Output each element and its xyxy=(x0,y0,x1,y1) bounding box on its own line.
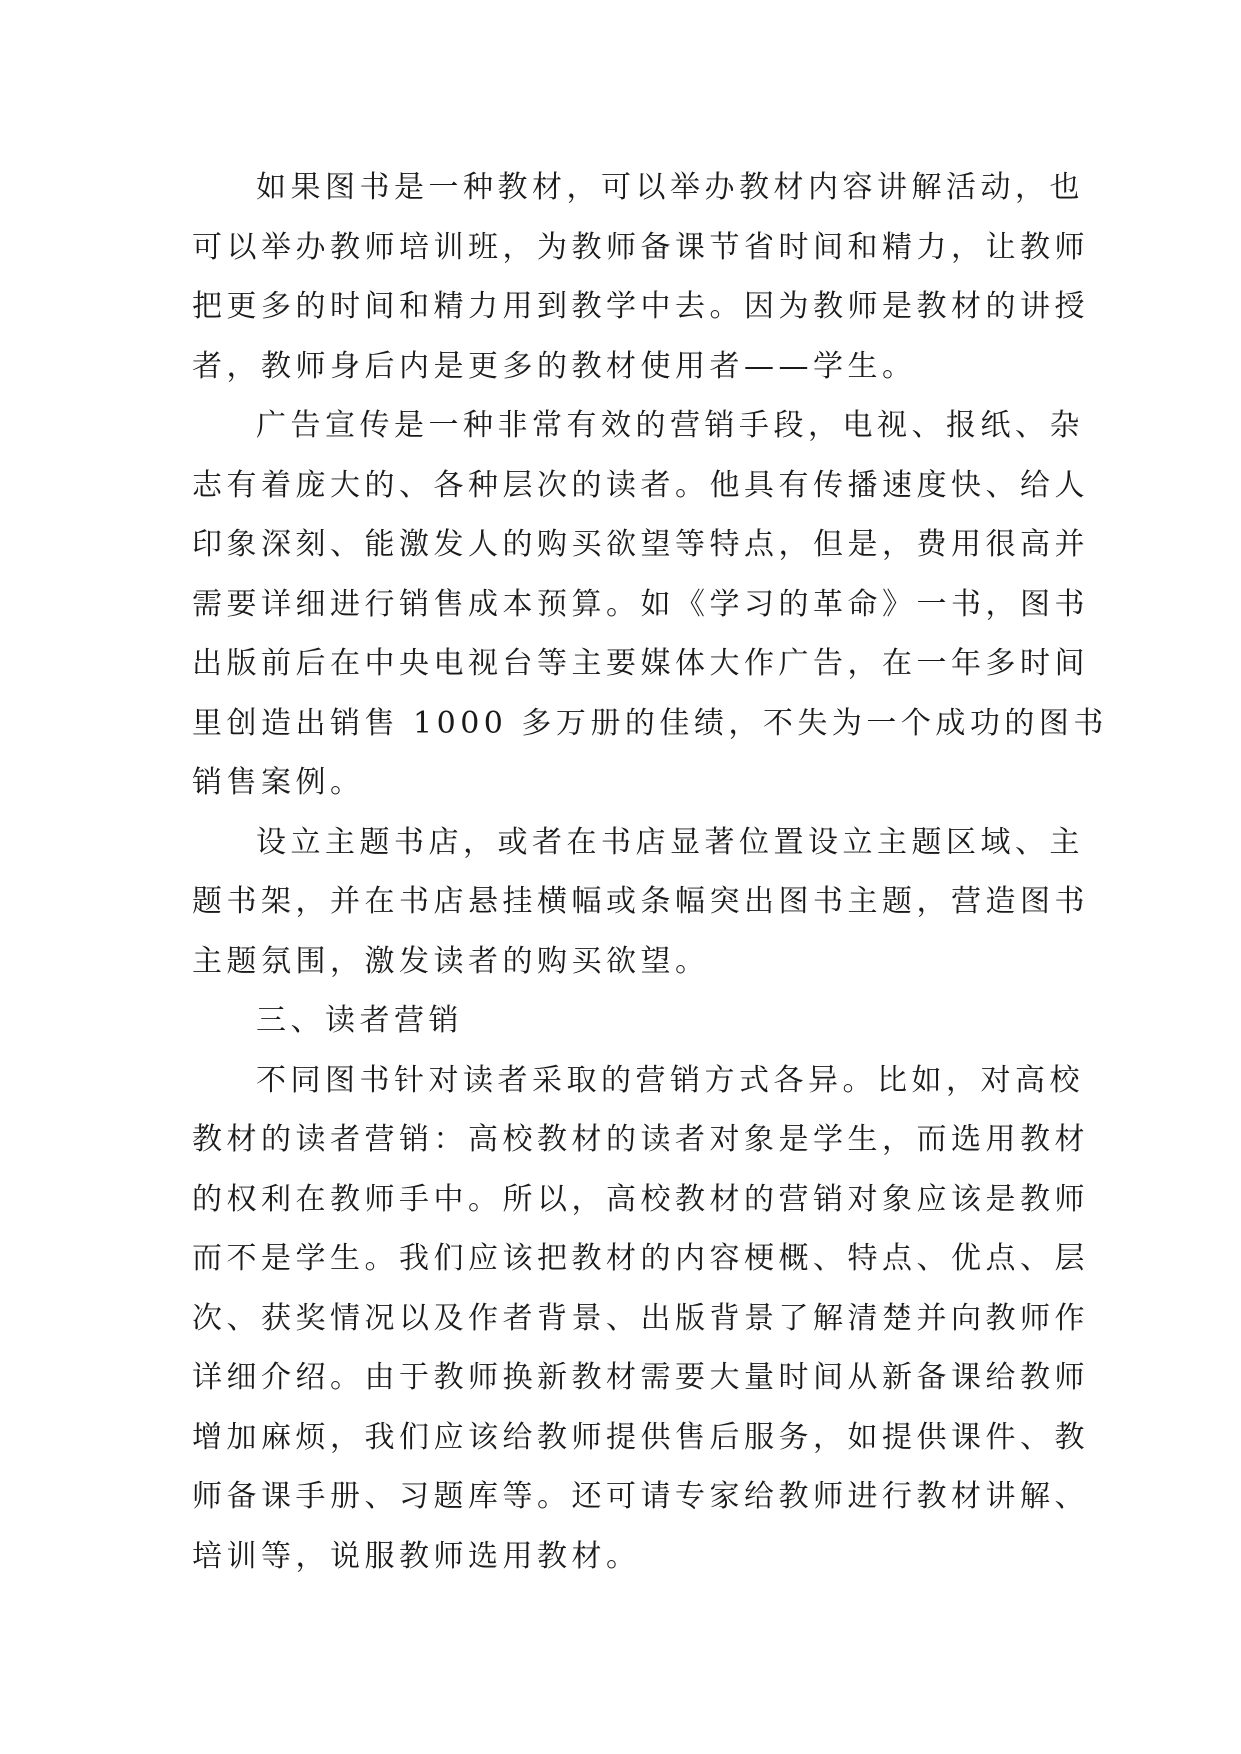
text-line: 如果图书是一种教材，可以举办教材内容讲解活动，也 xyxy=(256,170,1084,205)
document-body xyxy=(192,158,1108,1586)
text-line: 广告宣传是一种非常有效的营销手段，电视、报纸、杂 xyxy=(256,408,1084,443)
text-line: 的权利在教师手中。所以，高校教材的营销对象应该是教师 xyxy=(192,1181,1089,1217)
paragraph-university-textbooks xyxy=(192,1051,1089,1587)
text-line: 题书架，并在书店悬挂横幅或条幅突出图书主题，营造图书 xyxy=(192,884,1089,919)
text-line: 三、读者营销 xyxy=(256,1003,463,1038)
text-line: 销售案例。 xyxy=(192,765,365,800)
text-line: 可以举办教师培训班，为教师备课节省时间和精力，让教师 xyxy=(192,229,1089,265)
text-line: 出版前后在中央电视台等主要媒体大作广告，在一年多时间 xyxy=(192,646,1089,681)
text-line: 者，教师身后内是更多的教材使用者——学生。 xyxy=(192,348,917,384)
text-line: 而不是学生。我们应该把教材的内容梗概、特点、优点、层 xyxy=(192,1241,1089,1276)
text-line: 师备课手册、习题库等。还可请专家给教师进行教材讲解、 xyxy=(192,1479,1089,1514)
text-line: 志有着庞大的、各种层次的读者。他具有传播速度快、给人 xyxy=(192,467,1089,503)
text-line: 设立主题书店，或者在书店显著位置设立主题区域、主 xyxy=(256,824,1084,860)
text-line: 次、获奖情况以及作者背景、出版背景了解清楚并向教师作 xyxy=(192,1300,1089,1336)
paragraph-theme-bookstore xyxy=(192,813,1089,992)
paragraph-textbook-activities xyxy=(192,158,1089,396)
text-line: 不同图书针对读者采取的营销方式各异。比如，对高校 xyxy=(256,1062,1084,1098)
text-line: 印象深刻、能激发人的购买欲望等特点，但是，费用很高并 xyxy=(192,527,1089,562)
text-line: 里创造出销售 1000 多万册的佳绩，不失为一个成功的图书 xyxy=(192,705,1108,741)
text-line: 详细介绍。由于教师换新教材需要大量时间从新备课给教师 xyxy=(192,1360,1089,1395)
text-line: 主题氛围，激发读者的购买欲望。 xyxy=(192,943,710,979)
text-line: 培训等，说服教师选用教材。 xyxy=(192,1538,641,1574)
paragraph-advertising xyxy=(192,396,1108,813)
text-line: 教材的读者营销：高校教材的读者对象是学生，而选用教材 xyxy=(192,1122,1089,1157)
section-heading-reader-marketing xyxy=(192,991,1052,1051)
text-line: 需要详细进行销售成本预算。如《学习的革命》一书，图书 xyxy=(192,586,1089,622)
text-line: 把更多的时间和精力用到教学中去。因为教师是教材的讲授 xyxy=(192,289,1089,324)
text-line: 增加麻烦，我们应该给教师提供售后服务，如提供课件、教 xyxy=(192,1419,1089,1455)
